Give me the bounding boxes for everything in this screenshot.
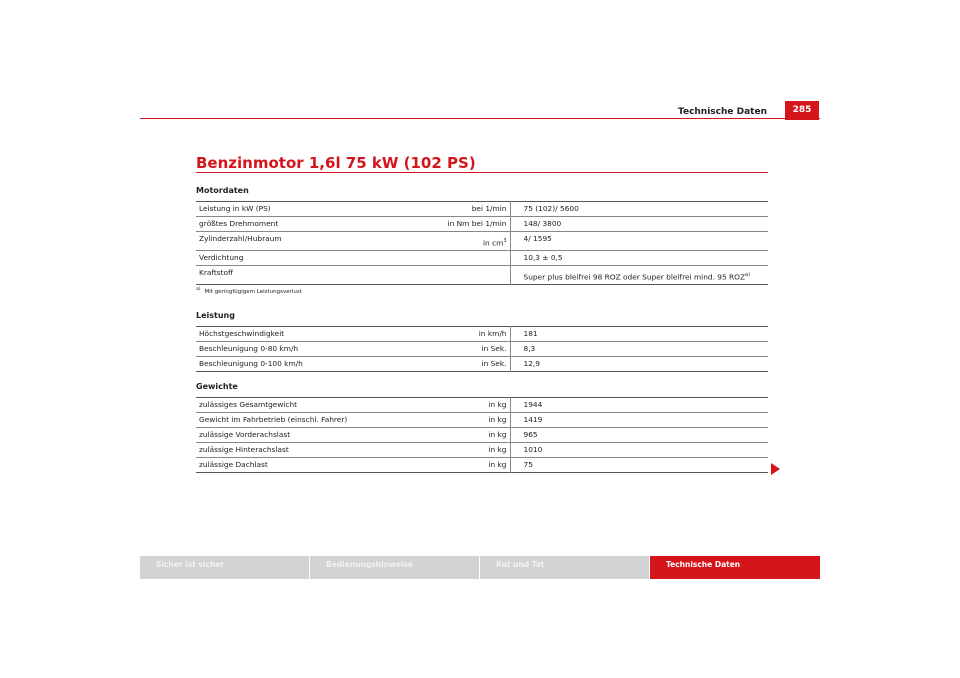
table-row (196, 428, 768, 443)
section-heading-motordaten: Motordaten (196, 186, 249, 195)
header-title: Technische Daten (678, 107, 767, 117)
row-label: zulässige Vorderachslast (196, 428, 422, 443)
table-row (196, 443, 768, 458)
table-row (196, 266, 768, 285)
row-label: Verdichtung (196, 251, 422, 266)
nav-tab-bedienungshinweise[interactable]: Bedienungshinweise (310, 556, 479, 579)
row-value: 1419 (510, 413, 768, 428)
row-label: zulässiges Gesamtgewicht (199, 400, 298, 409)
row-unit (422, 251, 510, 266)
table-row (196, 202, 768, 217)
row-unit: in Sek. (422, 357, 510, 372)
bottom-nav (140, 556, 820, 579)
row-unit: in kg (422, 428, 510, 443)
row-value: 75 (510, 458, 768, 473)
row-value: 148/ 3800 (510, 217, 768, 232)
table-row (196, 217, 768, 232)
nav-tab-technische-daten[interactable]: Technische Daten (650, 556, 820, 579)
row-unit: in Sek. (422, 342, 510, 357)
row-label: Kraftstoff (196, 266, 422, 285)
value-text: Super plus bleifrei 98 ROZ oder Super bleifrei mind. 95 ROZ (523, 272, 746, 282)
row-unit: in km/h (422, 327, 510, 342)
table-row (196, 327, 768, 342)
title-divider (196, 172, 768, 173)
row-unit (422, 232, 510, 251)
row-unit (422, 266, 510, 285)
row-label: Beschleunigung 0-80 km/h (196, 342, 422, 357)
motordaten-table (196, 201, 768, 285)
page-number: 285 (785, 101, 819, 120)
row-unit: in Nm bei 1/min (422, 217, 510, 232)
row-value: 1944 (523, 400, 543, 409)
row-value: 8,3 (510, 342, 768, 357)
row-value: 4/ 1595 (510, 232, 768, 251)
footnote (196, 287, 302, 295)
section-heading-gewichte: Gewichte (196, 382, 238, 391)
table-row (196, 413, 768, 428)
gewichte-table (196, 397, 768, 473)
row-unit: in kg (422, 413, 510, 428)
row-value: 1010 (510, 443, 768, 458)
row-label: Beschleunigung 0-100 km/h (196, 357, 422, 372)
row-value: 12,9 (510, 357, 768, 372)
row-unit: bei 1/min (422, 202, 510, 217)
row-value: 75 (102)/ 5600 (523, 204, 579, 213)
nav-tab-sicher-ist-sicher[interactable]: Sicher ist sicher (140, 556, 309, 579)
row-value (510, 266, 768, 285)
unit-text: in cm (482, 238, 504, 248)
table-row (196, 398, 768, 413)
row-unit: in kg (422, 398, 510, 413)
row-label: größtes Drehmoment (196, 217, 422, 232)
row-label: Leistung in kW (PS) (199, 204, 271, 213)
triangle-right-icon[interactable] (771, 463, 780, 475)
row-value: 10,3 ± 0,5 (510, 251, 768, 266)
row-value: 181 (523, 329, 538, 338)
table-row (196, 458, 768, 473)
row-unit: in kg (422, 443, 510, 458)
table-row (196, 232, 768, 251)
value-superscript: a) (745, 272, 751, 278)
row-value: 965 (510, 428, 768, 443)
table-row (196, 251, 768, 266)
section-heading-leistung: Leistung (196, 311, 235, 320)
footnote-mark: a) (196, 287, 201, 292)
table-row (196, 357, 768, 372)
row-label: Gewicht im Fahrbetrieb (einschl. Fahrer) (196, 413, 422, 428)
row-unit: in kg (422, 458, 510, 473)
row-label: Höchstgeschwindigkeit (199, 329, 285, 338)
leistung-table (196, 326, 768, 372)
row-label: zulässige Dachlast (196, 458, 422, 473)
header-divider (140, 118, 820, 119)
row-label: zulässige Hinterachslast (196, 443, 422, 458)
nav-tab-rat-und-tat[interactable]: Rat und Tat (480, 556, 649, 579)
unit-superscript: 3 (503, 238, 507, 244)
row-label: Zylinderzahl/Hubraum (196, 232, 422, 251)
page-title: Benzinmotor 1,6l 75 kW (102 PS) (196, 154, 476, 172)
footnote-text: Mit geringfügigem Leistungsverlust (204, 288, 302, 295)
table-row (196, 342, 768, 357)
